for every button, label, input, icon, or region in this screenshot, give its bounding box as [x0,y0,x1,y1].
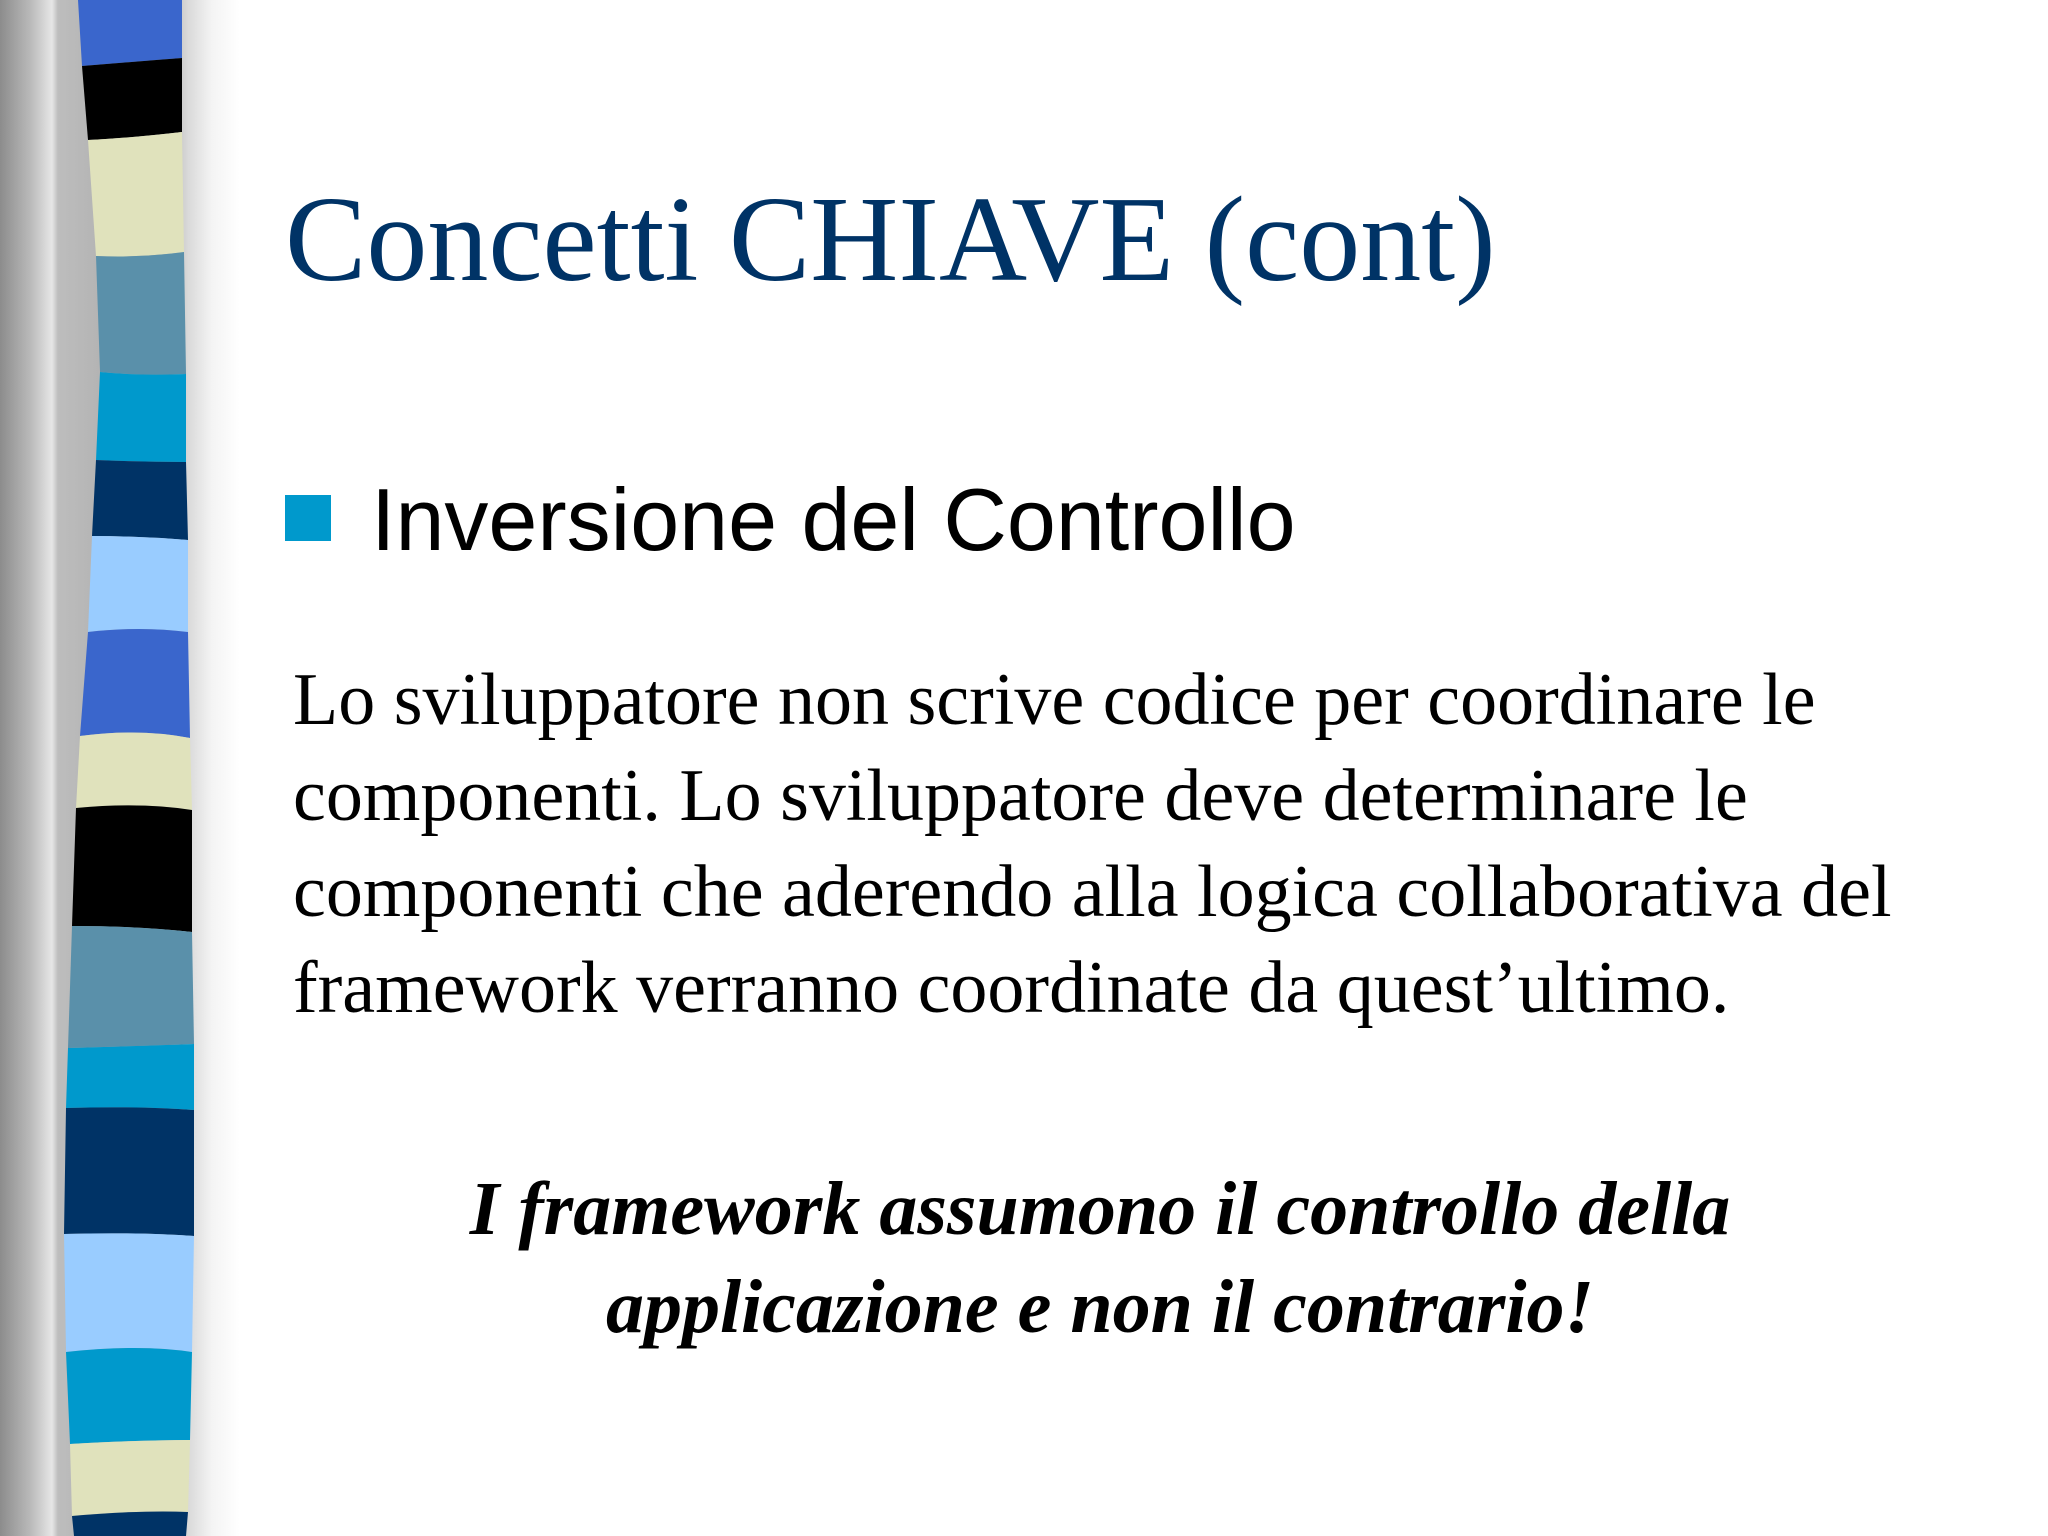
stripe-teal [96,252,186,375]
stripe-black [72,805,192,932]
stripe-column [0,0,240,1536]
emphasis-line-2: applicazione e non il contrario! [605,1265,1595,1349]
bullet-item [285,465,1296,575]
emphasis-statement [290,1160,1910,1356]
stripe-navy [72,1512,188,1536]
stripe-black [82,58,182,140]
stripe-teal [68,926,194,1048]
emphasis-line-1: I framework assumono il controllo della [469,1167,1731,1251]
stripe-cyan [66,1348,192,1444]
stripe-cyan [96,372,186,462]
left-decorative-band [0,0,240,1536]
body-paragraph: Lo sviluppatore non scrive codice per coordinare le componenti. Lo sviluppatore deve determinare le componenti che aderendo alla logica collaborativa del framework verranno coordinate da quest’ultimo. [293,659,1892,1029]
stripe-light-blue [64,1233,194,1352]
stripe-cyan [66,1044,194,1110]
stripe-navy [64,1107,194,1236]
stripe-cream [88,132,184,257]
stripe-blue [80,629,190,738]
stripe-cream [70,1440,190,1516]
bullet-text: Inversione del Controllo [371,470,1296,569]
stripe-cream [76,732,192,810]
slide-title: Concetti CHIAVE (cont) [285,172,1496,307]
square-bullet-icon [285,495,331,541]
stripe-blue [78,0,182,66]
stripe-light-blue [88,536,188,632]
stripe-navy [92,460,188,540]
